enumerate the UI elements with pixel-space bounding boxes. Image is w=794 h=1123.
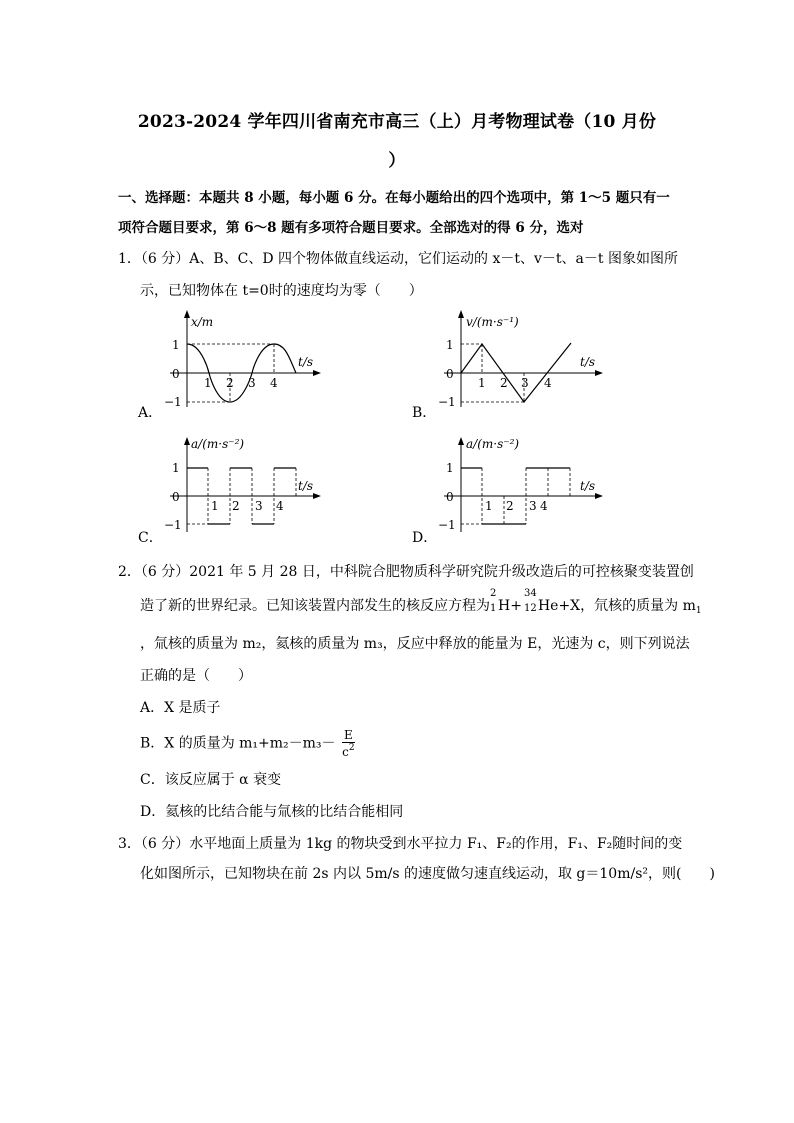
q1-graph-c-ytick-neg1: −1 xyxy=(164,518,182,532)
q1-graph-d-ytick-1: 1 xyxy=(446,461,454,475)
q2-option-a: A．X 是质子 xyxy=(140,700,221,716)
helium-mass-label: 34 xyxy=(523,588,537,599)
q2-stem-line3: ，氚核的质量为 m₂，氦核的质量为 m₃，反应中释放的能量为 E，光速为 c，则下列说法 xyxy=(140,636,690,652)
q1-graph-b xyxy=(424,305,614,415)
q1-graph-b-ytick-0: 0 xyxy=(446,367,454,381)
q1-graph-a-xtick-3: 3 xyxy=(248,376,256,390)
q2-stem-line4: 正确的是（ ） xyxy=(140,668,252,684)
q1-graph-c-xlabel: t/s xyxy=(298,479,314,493)
q2-option-b-text: B．X 的质量为 m₁+m₂－m₃－ xyxy=(140,735,336,752)
q1-graph-c-xtick-4: 4 xyxy=(276,499,284,513)
q2-option-b xyxy=(140,728,355,759)
q1-graph-c xyxy=(150,432,330,540)
q1-stem-line2: 示，已知物体在 t=0时的速度均为零（ ） xyxy=(140,283,423,299)
q1-graph-a-ytick-neg1: −1 xyxy=(164,395,182,409)
deuterium-mass-number: 2 xyxy=(490,588,497,599)
q2-option-d: D．氦核的比结合能与氚核的比结合能相同 xyxy=(140,804,404,820)
q1-graph-d-xlabel: t/s xyxy=(580,479,596,493)
q1-graph-d-xtick-4: 4 xyxy=(540,499,548,513)
q1-graph-a-xtick-1: 1 xyxy=(204,376,212,390)
q2-stem-line2-post: 氘核的质量为 m xyxy=(594,598,696,614)
q2-option-c: C．该反应属于 α 衰变 xyxy=(140,772,282,788)
q1-graph-d xyxy=(424,432,614,540)
section1-instructions-line1: 一、选择题：本题共 8 小题，每小题 6 分。在每小题给出的四个选项中，第 1～5 题只有一 xyxy=(118,190,670,206)
q1-graph-d-xtick-1: 1 xyxy=(485,499,493,513)
q1-graph-d-ytick-0: 0 xyxy=(446,490,454,504)
q3-stem-line2: 化如图所示，已知物块在前 2s 内以 5m/s 的速度做匀速直线运动，取 g＝10m/s²，则( ) xyxy=(140,866,715,882)
q1-graph-d-ylabel: a/(m·s⁻²) xyxy=(466,437,520,451)
q2-stem-line2-pre: 造了新的世界纪录。已知该装置内部发生的核反应方程为 xyxy=(140,598,490,614)
q1-graph-c-ytick-0: 0 xyxy=(172,490,180,504)
nuclide-helium xyxy=(522,588,542,614)
q1-graph-b-ytick-1: 1 xyxy=(446,338,454,352)
fraction-numerator: E xyxy=(344,728,353,742)
fraction-denominator-exponent: 2 xyxy=(348,743,355,753)
fraction-denominator-base: c xyxy=(342,745,349,759)
q1-graph-d-xtick-3: 3 xyxy=(529,499,537,513)
q1-graph-a-ylabel: x/m xyxy=(191,315,214,329)
q1-graph-c-xtick-3: 3 xyxy=(255,499,263,513)
q1-option-a-label: A． xyxy=(138,405,163,421)
q2-stem-line1: 2．（6 分）2021 年 5 月 28 日，中科院合肥物质科学研究院升级改造后的可控核聚变装置创 xyxy=(118,564,694,580)
q1-graph-c-xtick-1: 1 xyxy=(211,499,219,513)
q1-graph-b-xtick-2: 2 xyxy=(500,376,508,390)
nuclide-deuterium xyxy=(490,588,508,614)
q1-graph-b-xtick-1: 1 xyxy=(478,376,486,390)
q1-graph-b-ylabel: v/(m·s⁻¹) xyxy=(466,315,519,329)
q1-graph-a-xlabel: t/s xyxy=(298,355,314,369)
exam-title-line1: 2023-2024 学年四川省南充市高三（上）月考物理试卷（10 月份 xyxy=(137,112,657,132)
q1-graph-a-xtick-2: 2 xyxy=(226,376,234,390)
q1-graph-b-xlabel: t/s xyxy=(580,355,596,369)
fraction-denominator xyxy=(342,743,355,759)
q1-graph-c-xtick-2: 2 xyxy=(232,499,240,513)
q1-option-b-label: B． xyxy=(412,405,437,421)
q2-option-b-fraction xyxy=(342,728,355,759)
q1-graph-a-ytick-1: 1 xyxy=(172,338,180,352)
q1-graph-b-ytick-neg1: −1 xyxy=(438,395,456,409)
q1-graph-b-xtick-4: 4 xyxy=(544,376,552,390)
q1-option-d-label: D． xyxy=(412,530,438,546)
q1-graph-d-ytick-neg1: −1 xyxy=(438,518,456,532)
q1-graph-a-xtick-4: 4 xyxy=(270,376,278,390)
q1-graph-a xyxy=(150,305,330,415)
q1-graph-c-ytick-1: 1 xyxy=(172,461,180,475)
section1-instructions-line2: 项符合题目要求，第 6～8 题有多项符合题目要求。全部选对的得 6 分，选对 xyxy=(118,220,584,236)
helium-symbol: He+X， xyxy=(537,598,595,614)
q1-option-c-label: C． xyxy=(138,530,163,546)
deuterium-symbol: H+ xyxy=(498,598,522,614)
q1-graph-b-xtick-3: 3 xyxy=(521,376,529,390)
helium-charge-label: 12 xyxy=(523,603,537,614)
q1-graph-a-ytick-0: 0 xyxy=(172,367,180,381)
q2-stem-line2 xyxy=(140,588,702,616)
exam-title-line2: ） xyxy=(388,151,406,171)
q1-graph-c-ylabel: a/(m·s⁻²) xyxy=(191,437,245,451)
q3-stem-line1: 3．（6 分）水平地面上质量为 1kg 的物块受到水平拉力 F₁、F₂的作用，F₁、F₂随时间的变 xyxy=(118,836,683,852)
deuterium-charge-number: 1 xyxy=(490,603,497,614)
q1-graph-d-xtick-2: 2 xyxy=(506,499,514,513)
q1-stem-line1: 1．（6 分）A、B、C、D 四个物体做直线运动，它们运动的 x－t、v－t、a－t 图象如图所 xyxy=(118,251,678,267)
q2-stem-line2-sub: 1 xyxy=(695,606,702,616)
